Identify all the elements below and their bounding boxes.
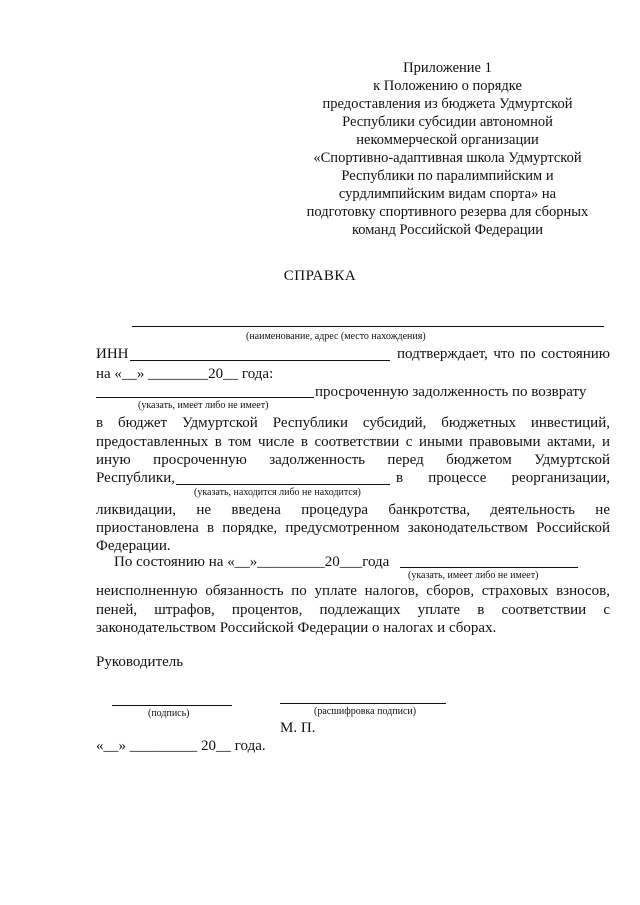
organization-name-hint: (наименование, адрес (место нахождения) — [246, 331, 426, 342]
inn-confirms-text: подтверждает, что по состоянию — [397, 346, 610, 362]
signature-line — [112, 705, 232, 706]
appendix-line: Приложение 1 — [403, 60, 492, 76]
appendix-header — [290, 59, 605, 239]
paragraph-line: в бюджет Удмуртской Республики субсидий, бюджетных инвестиций, — [96, 415, 610, 431]
overdue-debt-text: просроченную задолженность по возврату — [315, 384, 587, 400]
inn-label: ИНН — [96, 346, 129, 362]
has-obligation-hint: (указать, имеет либо не имеет) — [408, 570, 539, 581]
appendix-line: Республики по паралимпийским и — [341, 168, 554, 184]
signature-decoding-hint: (расшифровка подписи) — [314, 706, 417, 717]
paragraph-line: неисполненную обязанность по уплате налогов, сборов, страховых взносов, — [96, 583, 610, 599]
document-title: СПРАВКА — [283, 268, 357, 284]
reorganization-text: в процессе реорганизации, — [396, 470, 610, 486]
appendix-line: Республики субсидии автономной — [342, 114, 553, 130]
final-date-line: «__» _________ 20__ года. — [96, 738, 266, 754]
signature-hint: (подпись) — [148, 708, 190, 719]
appendix-line: подготовку спортивного резерва для сборных — [306, 204, 589, 220]
paragraph-line: пеней, штрафов, процентов, подлежащих уплате в соответствии с — [96, 602, 610, 618]
respublika-text: Республики, — [96, 470, 175, 486]
has-debt-line — [96, 397, 314, 398]
appendix-line: к Положению о порядке — [373, 78, 522, 94]
state-date-line: По состоянию на «__»_________20___года — [114, 554, 390, 570]
appendix-line: некоммерческой организации — [356, 132, 539, 148]
appendix-line: команд Российской Федерации — [351, 222, 544, 238]
process-status-line — [176, 484, 390, 485]
signature-decoding-line — [280, 703, 446, 704]
inn-line — [130, 360, 390, 361]
stamp-label: М. П. — [280, 720, 316, 736]
paragraph-line: приостановлена в порядке, предусмотренном законодательством Российской — [96, 520, 610, 536]
paragraph-line: предоставленных в том числе в соответствии с иными правовыми актами, и — [96, 434, 610, 450]
head-label: Руководитель — [96, 654, 184, 670]
appendix-line: «Спортивно-адаптивная школа Удмуртской — [313, 150, 582, 166]
has-debt-hint: (указать, имеет либо не имеет) — [138, 400, 269, 411]
paragraph-line: Федерации. — [96, 538, 171, 554]
date-line-1: на «__» ________20__ года: — [96, 366, 274, 382]
located-hint: (указать, находится либо не находится) — [194, 487, 361, 498]
paragraph-line: законодательством Российской Федерации о налогах и сборах. — [96, 620, 497, 636]
obligation-line — [400, 567, 578, 568]
paragraph-line: иную просроченную задолженность перед бюджетом Удмуртской — [96, 452, 610, 468]
appendix-line: сурдлимпийским видам спорта» на — [338, 186, 557, 202]
organization-name-line — [132, 326, 604, 327]
paragraph-line: ликвидации, не введена процедура банкротства, деятельность не — [96, 502, 610, 518]
appendix-line: предоставления из бюджета Удмуртской — [322, 96, 573, 112]
